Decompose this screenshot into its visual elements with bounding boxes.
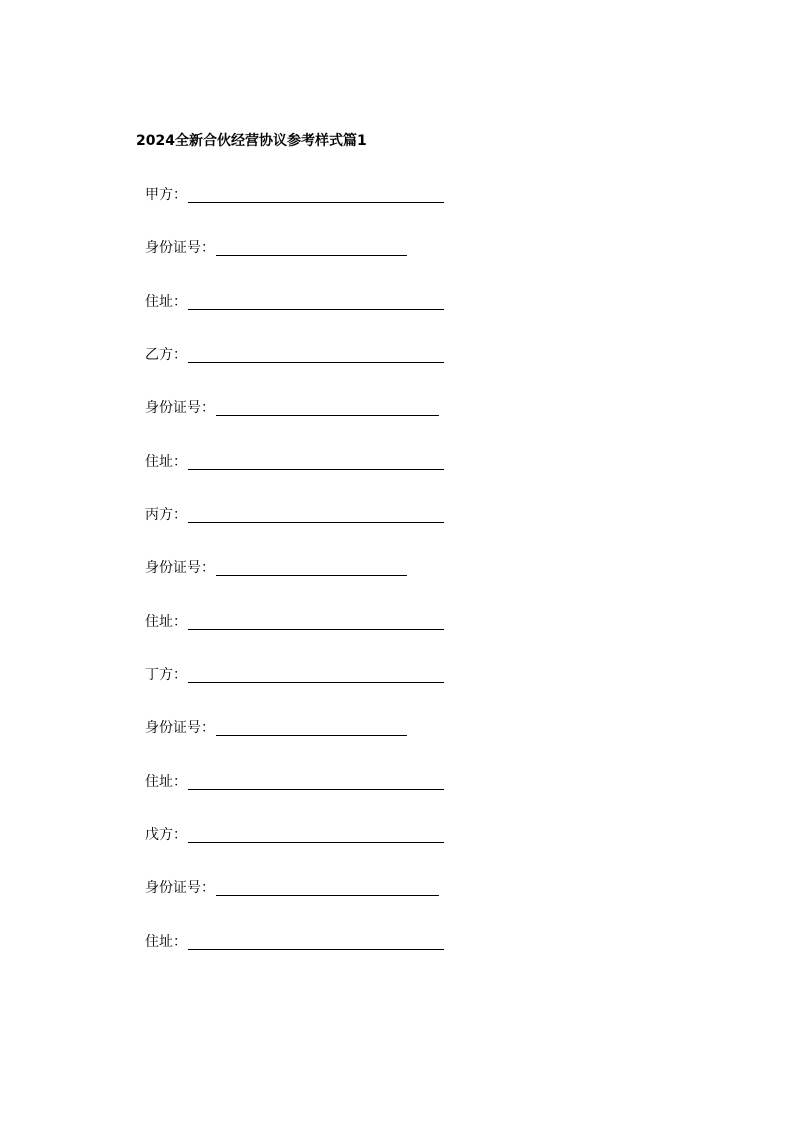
field-label: 身份证号： xyxy=(145,240,215,256)
party-b-address-field xyxy=(145,450,444,472)
field-label: 丙方： xyxy=(145,507,187,523)
party-d-id-field xyxy=(145,716,407,738)
party-c-id-field xyxy=(145,556,407,578)
blank-line xyxy=(188,682,444,683)
blank-line xyxy=(188,469,444,470)
blank-line xyxy=(188,309,444,310)
party-c-address-field xyxy=(145,610,444,632)
blank-line xyxy=(216,735,407,736)
field-label: 住址： xyxy=(145,614,187,630)
field-label: 住址： xyxy=(145,774,187,790)
document-title: 2024全新合伙经营协议参考样式篇1 xyxy=(136,133,367,149)
field-label: 身份证号： xyxy=(145,560,215,576)
blank-line xyxy=(216,575,407,576)
party-c-name-field xyxy=(145,503,444,525)
blank-line xyxy=(216,415,439,416)
blank-line xyxy=(216,255,407,256)
party-a-address-field xyxy=(145,290,444,312)
party-d-address-field xyxy=(145,770,444,792)
party-b-id-field xyxy=(145,396,439,418)
field-label: 戊方： xyxy=(145,827,187,843)
field-label: 身份证号： xyxy=(145,720,215,736)
field-label: 甲方： xyxy=(145,187,187,203)
blank-line xyxy=(188,202,444,203)
field-label: 住址： xyxy=(145,294,187,310)
party-d-name-field xyxy=(145,663,444,685)
party-a-id-field xyxy=(145,236,407,258)
blank-line xyxy=(216,895,439,896)
field-label: 身份证号： xyxy=(145,880,215,896)
blank-line xyxy=(188,522,444,523)
party-e-address-field xyxy=(145,930,444,952)
field-label: 住址： xyxy=(145,454,187,470)
blank-line xyxy=(188,949,444,950)
blank-line xyxy=(188,842,444,843)
party-e-id-field xyxy=(145,876,439,898)
party-a-name-field xyxy=(145,183,444,205)
party-e-name-field xyxy=(145,823,444,845)
party-b-name-field xyxy=(145,343,444,365)
field-label: 身份证号： xyxy=(145,400,215,416)
field-label: 丁方： xyxy=(145,667,187,683)
blank-line xyxy=(188,362,444,363)
field-label: 住址： xyxy=(145,934,187,950)
blank-line xyxy=(188,789,444,790)
blank-line xyxy=(188,629,444,630)
field-label: 乙方： xyxy=(145,347,187,363)
